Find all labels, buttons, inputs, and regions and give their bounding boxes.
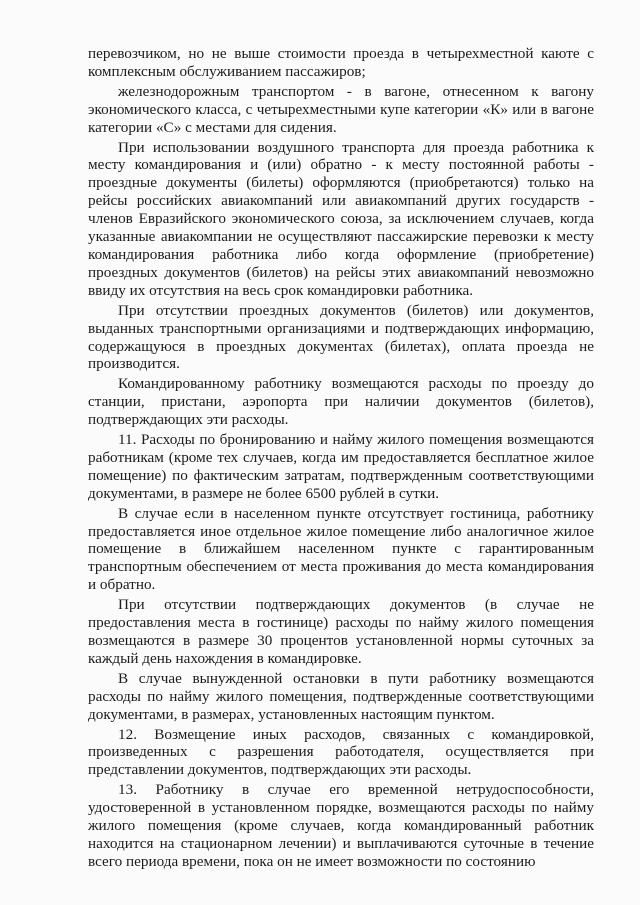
document-body	[88, 45, 594, 873]
paragraph-ship-travel-continuation: перевозчиком, но не выше стоимости проезда в четырехместной каюте с комплексным обслуживанием пассажиров;	[88, 45, 594, 80]
paragraph-item-13-illness: 13. Работнику в случае его временной нетрудоспособности, удостоверенной в установленном порядке, возмещаются расходы по найму жилого помещения (кроме случаев, когда командированный работник находится на стационарном лечении) и выплачиваются суточные в течение всего периода времени, пока он не имеет возможности по состоянию	[88, 781, 594, 870]
paragraph-station-travel: Командированному работнику возмещаются расходы по проезду до станции, пристани, аэропорта при наличии документов (билетов), подтверждающих эти расходы.	[88, 375, 594, 429]
paragraph-no-hotel: В случае если в населенном пункте отсутствует гостиница, работнику предоставляется иное отдельное жилое помещение либо аналогичное жилое помещение в ближайшем населенном пункте с гарантированным транспортным обеспечением от места проживания до места командирования и обратно.	[88, 504, 594, 594]
paragraph-missing-tickets: При отсутствии проездных документов (билетов) или документов, выданных транспортными организациями и подтверждающих информацию, содержащуюся в проездных документах (билетах), оплата проезда не производится.	[88, 301, 594, 373]
paragraph-item-12-other-expenses: 12. Возмещение иных расходов, связанных с командировкой, произведенных с разрешения работодателя, осуществляется при представлении документов, подтверждающих эти расходы.	[88, 725, 594, 779]
paragraph-item-11-lodging: 11. Расходы по бронированию и найму жилого помещения возмещаются работникам (кроме тех случаев, когда им предоставляется бесплатное жилое помещение) по фактическим затратам, подтвержденным соответствующими документами, в размере не более 6500 рублей в сутки.	[88, 431, 594, 502]
paragraph-no-documents: При отсутствии подтверждающих документов (в случае не предоставления места в гостинице) расходы по найму жилого помещения возмещаются в размере 30 процентов установленной нормы суточных за каждый день нахождения в командировке.	[88, 596, 594, 667]
paragraph-air-travel: При использовании воздушного транспорта для проезда работника к месту командирования и (или) обратно - к месту постоянной работы - проездные документы (билеты) оформляются (приобретаются) только на рейсы российских авиакомпаний или авиакомпаний других государств - членов Евразийского экономического союза, за исключением случаев, когда указанные авиакомпании не осуществляют пассажирские перевозки к месту командирования работника либо когда оформление (приобретение) проездных документов (билетов) на рейсы этих авиакомпаний невозможно ввиду их отсутствия на весь срок командировки работника.	[88, 138, 594, 299]
paragraph-forced-stop: В случае вынужденной остановки в пути работнику возмещаются расходы по найму жилого помещения, подтвержденные соответствующими документами, в размерах, установленных настоящим пунктом.	[88, 669, 594, 723]
paragraph-rail-travel: железнодорожным транспортом - в вагоне, отнесенном к вагону экономического класса, с четырехместными купе категории «К» или в вагоне категории «С» с местами для сидения.	[88, 82, 594, 136]
